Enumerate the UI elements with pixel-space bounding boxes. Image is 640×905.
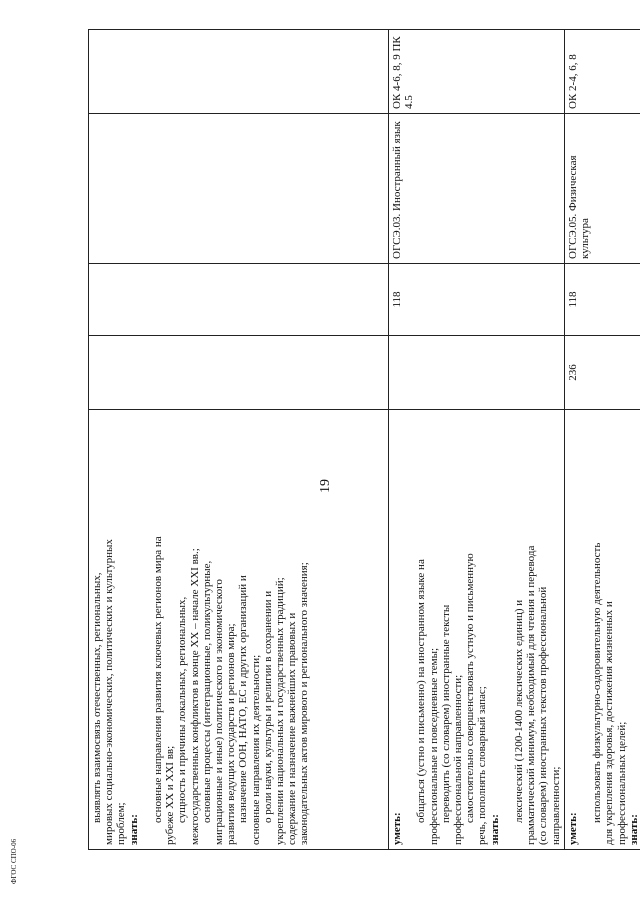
hours-total-cell <box>89 336 389 410</box>
requirement-line: выявлять взаимосвязь отечественных, региональных, <box>91 572 103 823</box>
competencies-cell: ОК 4-6, 8, 9 ПК 4.5 <box>389 30 565 114</box>
section-heading: уметь: <box>391 812 403 845</box>
requirements-cell <box>389 410 565 850</box>
requirement-line: для укрепления здоровья, достижения жизненных и <box>603 601 616 845</box>
table-row <box>564 30 640 850</box>
table-row <box>389 30 565 850</box>
requirement-line: грамматический минимум, необходимый для чтения и перевода <box>525 545 538 845</box>
hours-required-cell <box>89 264 389 336</box>
requirement-line: направленности; <box>549 766 562 845</box>
requirement-line: миграционные и иные) политического и экономического <box>213 579 226 845</box>
requirement-line: о роли науки, культуры и религии в сохранении и <box>261 590 274 823</box>
requirement-line: (со словарем) иностранных текстов профессиональной <box>537 586 550 845</box>
discipline-cell <box>89 114 389 264</box>
requirement-line: профессиональной направленности; <box>452 674 465 845</box>
requirement-line: содержание и назначение важнейших правовых и <box>286 612 299 845</box>
requirement-line: развития ведущих государств и регионов мира; <box>225 623 238 845</box>
requirement-line: сущность и причины локальных, региональных, <box>176 596 189 823</box>
requirement-line: рубеже XX и XXI вв; <box>164 745 177 845</box>
competencies-cell <box>89 30 389 114</box>
requirement-line: назначение ООН, НАТО, ЕС и других организаций и <box>237 575 250 823</box>
competencies-cell: ОК 2-4, 6, 8 <box>564 30 640 114</box>
rotated-table-wrapper <box>88 30 640 850</box>
hours-required-cell: 118 <box>389 264 565 336</box>
requirement-line: профессиональных целей; <box>615 721 628 845</box>
discipline-cell: ОГСЭ.05. Физическая культура <box>564 114 640 264</box>
requirements-cell <box>89 410 389 850</box>
page-number: 19 <box>318 479 333 493</box>
requirement-line: мировых социально-экономических, политических и культурных <box>103 539 116 845</box>
hours-total-cell: 236 <box>564 336 640 410</box>
requirement-line: использовать физкультурно-оздоровительную деятельность <box>591 542 604 823</box>
requirement-line: самостоятельно совершенствовать устную и письменную <box>464 553 477 823</box>
requirements-cell <box>564 410 640 850</box>
requirement-line: основные направления развития ключевых регионов мира на <box>152 536 165 823</box>
requirement-line: межгосударственных конфликтов в конце XX – начале XXI вв.; <box>188 548 201 845</box>
section-heading: уметь: <box>566 812 579 845</box>
requirement-line: основные процессы (интеграционные, поликультурные, <box>200 560 213 823</box>
requirement-line: проблем; <box>115 802 128 845</box>
requirement-line: законодательных актов мирового и регионального значения; <box>298 562 311 845</box>
hours-total-cell <box>389 336 565 410</box>
requirement-line: основные направления их деятельности; <box>249 654 262 845</box>
requirement-line: укреплении национальных и государственных традиций; <box>274 577 287 845</box>
requirement-line: профессиональные и повседневные темы; <box>427 647 440 845</box>
section-heading: знать: <box>488 814 501 845</box>
section-heading: знать: <box>627 814 640 845</box>
requirement-line: лексический (1200-1400 лексических единиц) и <box>513 599 526 823</box>
curriculum-table <box>88 29 640 850</box>
requirement-line: общаться (устно и письменно) на иностранном языке на <box>415 559 428 823</box>
table-row <box>89 30 389 850</box>
hours-required-cell: 118 <box>564 264 640 336</box>
footer-label: ФГОС СПО-06 <box>10 838 18 884</box>
discipline-cell: ОГСЭ.03. Иностранный язык <box>389 114 565 264</box>
requirement-line: речь, пополнять словарный запас; <box>476 686 489 845</box>
section-heading: знать: <box>127 814 140 845</box>
requirement-line: переводить (со словарем) иностранные тексты <box>439 604 452 823</box>
